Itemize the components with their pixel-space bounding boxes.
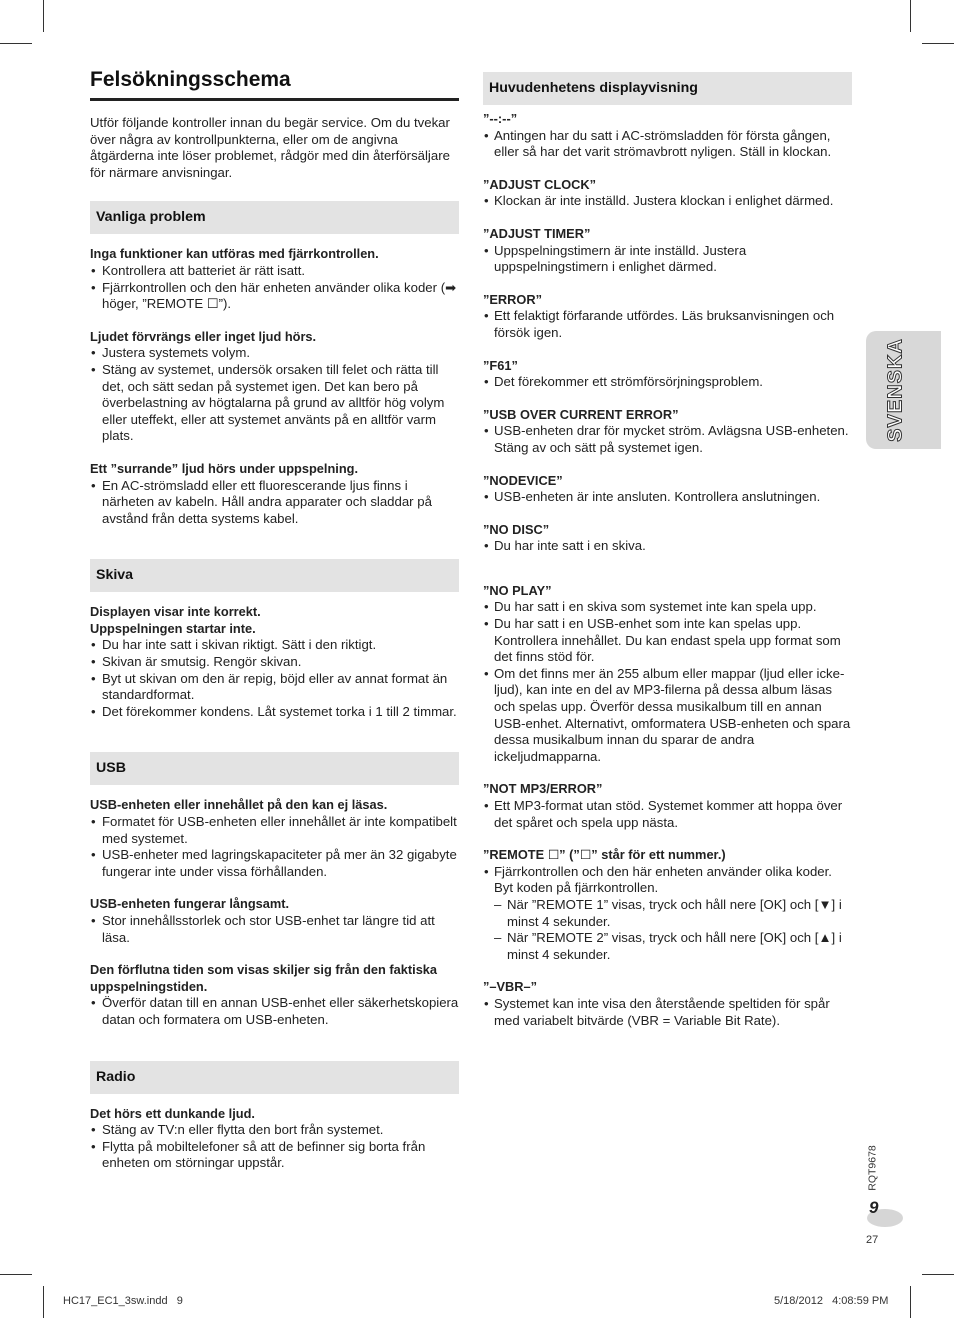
crop-mark: [910, 1286, 911, 1318]
list-item: • USB-enheten drar för mycket ström. Avlägsna USB-enheten. Stäng av och sätt på systemet igen.: [483, 423, 852, 456]
display-message: ”NODEVICE”: [483, 472, 563, 488]
problem-heading: Inga funktioner kan utföras med fjärrkontrollen.: [90, 246, 379, 262]
list-item: • Det förekommer kondens. Låt systemet torka i 1 till 2 timmar.: [90, 704, 459, 721]
list-item: • Klockan är inte inställd. Justera klockan i enlighet därmed.: [483, 193, 852, 210]
list-item-text: Fjärrkontrollen och den här enheten använder olika koder. Byt koden på fjärrkontrollen.: [494, 863, 832, 896]
problem-heading: Ett ”surrande” ljud hörs under uppspelning.: [90, 460, 359, 476]
list-item: • Ett MP3-format utan stöd. Systemet kommer att hoppa över det spåret och spela upp nästa.: [483, 798, 852, 831]
crop-mark: [43, 0, 44, 32]
list-item: • En AC-strömsladd eller ett fluorescerande ljus finns i närheten av kabeln. Håll andra apparater och sladdar på avstånd från detta systems kabel.: [90, 478, 459, 528]
page-number: 9: [869, 1198, 879, 1217]
bullet-list: [483, 308, 852, 341]
list-item: • Du har inte satt i skivan riktigt. Sätt i den riktigt.: [90, 637, 459, 654]
display-message: ”ADJUST CLOCK”: [483, 176, 597, 192]
problem-block: [90, 246, 459, 312]
right-column: [483, 72, 852, 1029]
bullet-list: [483, 423, 852, 456]
display-message-block: [483, 781, 852, 831]
section-heading-vanliga-problem: Vanliga problem: [90, 201, 459, 234]
bullet-list: [483, 798, 852, 831]
bullet-list: [483, 128, 852, 161]
list-item: • Formatet för USB-enheten eller innehållet är inte kompatibelt med systemet.: [90, 814, 459, 847]
list-item: [483, 864, 852, 964]
bullet-list: [90, 913, 459, 946]
bullet-list: [90, 478, 459, 528]
list-item: • Du har inte satt i en skiva.: [483, 538, 852, 555]
language-tab: [866, 331, 941, 449]
crop-mark: [0, 1274, 32, 1275]
problem-block: [90, 461, 459, 527]
intro-text: Utför följande kontroller innan du begär service. Om du tvekar över några av kontrollpunkterna, eller om de angivna åtgärderna inte löser problemet, rådgör med din återförsäljare för närmare anvisningar.: [90, 115, 450, 180]
bullet-list: [483, 374, 852, 391]
list-item: • Antingen har du satt i AC-strömsladden för första gången, eller så har det varit strömavbrott nyligen. Ställ in klockan.: [483, 128, 852, 161]
language-label: SVENSKA: [884, 338, 907, 442]
list-item: • Kontrollera att batteriet är rätt isatt.: [90, 263, 459, 280]
document-code: RQT9678: [866, 1145, 879, 1191]
display-message-block: [483, 473, 852, 506]
bullet-list: [483, 489, 852, 506]
display-message-block: [483, 847, 852, 963]
problem-heading: Displayen visar inte korrekt.: [90, 604, 261, 620]
page-title: Felsökningsschema: [90, 66, 459, 101]
problem-heading: USB-enheten fungerar långsamt.: [90, 896, 290, 912]
display-message: ”--:--”: [483, 111, 518, 126]
footer-filename: HC17_EC1_3sw.indd 9: [63, 1295, 183, 1307]
display-message: ”ADJUST TIMER”: [483, 225, 591, 241]
bullet-list: [483, 193, 852, 210]
list-item: • Överför datan till en annan USB-enhet eller säkerhetskopiera datan och formatera om USB-enheten.: [90, 995, 459, 1028]
display-message-block: [483, 226, 852, 276]
list-item: • Ett felaktigt förfarande utfördes. Läs bruksanvisningen och försök igen.: [483, 308, 852, 341]
problem-block: [90, 604, 459, 720]
display-message: ”NOT MP3/ERROR”: [483, 781, 603, 797]
list-item: • Stor innehållsstorlek och stor USB-enhet tar längre tid att läsa.: [90, 913, 459, 946]
section-heading-display: Huvudenhetens displayvisning: [483, 72, 852, 105]
list-item: • Flytta på mobiltelefoner så att de befinner sig borta från enheten om störningar uppstår.: [90, 1139, 459, 1172]
problem-heading: Uppspelningen startar inte.: [90, 620, 256, 636]
problem-heading: Ljudet förvrängs eller inget ljud hörs.: [90, 328, 317, 344]
list-item: • Skivan är smutsig. Rengör skivan.: [90, 654, 459, 671]
display-message-block: [483, 358, 852, 391]
bullet-list: [483, 599, 852, 765]
display-message-block: [483, 292, 852, 342]
bullet-list: [90, 814, 459, 880]
crop-mark: [0, 43, 32, 44]
section-heading-radio: Radio: [90, 1061, 459, 1094]
bullet-list: [90, 637, 459, 720]
display-message: ”F61”: [483, 357, 518, 373]
bullet-list: [483, 243, 852, 276]
list-item: • USB-enheten är inte ansluten. Kontrollera anslutningen.: [483, 489, 852, 506]
bullet-list: [90, 345, 459, 445]
bullet-list: [483, 864, 852, 964]
list-item: • Uppspelningstimern är inte inställd. Justera uppspelningstimern i enlighet därmed.: [483, 243, 852, 276]
list-item: • Om det finns mer än 255 album eller mappar (ljud eller icke-ljud), kan inte en del av MP3-filerna på dessa album läsas och spelas upp. Överför dessa musikalbum till en annan USB-enhet. Alternativt, omformatera USB-enheten och spara dessa musikalbum innan du sparar de andra ickeljudmapparna.: [483, 666, 852, 766]
bullet-list: [483, 538, 852, 555]
display-message: ”NO PLAY”: [483, 582, 552, 598]
problem-heading: Det hörs ett dunkande ljud.: [90, 1105, 255, 1121]
list-item: • Du har satt i en USB-enhet som inte kan spelas upp. Kontrollera innehållet. Du kan endast spela upp format som det finns stöd för.: [483, 616, 852, 666]
problem-block: [90, 962, 459, 1028]
crop-mark: [910, 0, 911, 32]
display-message: ”NO DISC”: [483, 521, 550, 537]
display-message-block: [483, 407, 852, 457]
bullet-list: [90, 1122, 459, 1172]
bullet-list: [90, 995, 459, 1028]
section-heading-skiva: Skiva: [90, 559, 459, 592]
display-message-block: [483, 177, 852, 210]
problem-block: [90, 1106, 459, 1172]
display-message-block: [483, 979, 852, 1029]
problem-heading: Den förflutna tiden som visas skiljer sig från den faktiska uppspelningstiden.: [90, 962, 438, 994]
display-message: ”–VBR–”: [483, 979, 538, 995]
crop-mark: [922, 1274, 954, 1275]
display-message: ”REMOTE ☐” (”☐” står för ett nummer.): [483, 847, 726, 863]
crop-mark: [43, 1286, 44, 1318]
list-item: • Systemet kan inte visa den återstående speltiden för spår med variabelt bitvärde (VBR = Variable Bit Rate).: [483, 996, 852, 1029]
list-item: • Stäng av TV:n eller flytta den bort från systemet.: [90, 1122, 459, 1139]
problem-block: [90, 329, 459, 445]
list-item: • Justera systemets volym.: [90, 345, 459, 362]
display-message-block: [483, 583, 852, 766]
left-column: [90, 66, 459, 1172]
bullet-list: [483, 996, 852, 1029]
footer-timestamp: 5/18/2012 4:08:59 PM: [774, 1295, 889, 1307]
problem-block: [90, 797, 459, 880]
section-heading-usb: USB: [90, 752, 459, 785]
sub-item: – När ”REMOTE 2” visas, tryck och håll nere [OK] och [▲] i minst 4 sekunder.: [494, 930, 852, 963]
bullet-list: [90, 263, 459, 313]
display-message: ”USB OVER CURRENT ERROR”: [483, 406, 679, 422]
sub-item: – När ”REMOTE 1” visas, tryck och håll nere [OK] och [▼] i minst 4 sekunder.: [494, 897, 852, 930]
list-item: • Det förekommer ett strömförsörjningsproblem.: [483, 374, 852, 391]
page-number-small: 27: [866, 1234, 879, 1246]
list-item: • Fjärrkontrollen och den här enheten använder olika koder (➡ höger, ”REMOTE ☐”).: [90, 280, 459, 313]
problem-block: [90, 896, 459, 946]
list-item: • Byt ut skivan om den är repig, böjd eller av annat format än standardformat.: [90, 671, 459, 704]
display-message: ”ERROR”: [483, 291, 543, 307]
problem-heading: USB-enheten eller innehållet på den kan ej läsas.: [90, 797, 388, 813]
crop-mark: [922, 43, 954, 44]
list-item: • USB-enheter med lagringskapaciteter på mer än 32 gigabyte fungerar inte under vissa förhållanden.: [90, 847, 459, 880]
display-message-block: [483, 111, 852, 161]
list-item: • Du har satt i en skiva som systemet inte kan spela upp.: [483, 599, 852, 616]
list-item: • Stäng av systemet, undersök orsaken till felet och rätta till det, och sätt sedan på systemet igen. Det kan bero på överbelastning av högtalarna på grund av alltför hög volym eller uteffekt, eller att systemet använts på en alltför varm plats.: [90, 362, 459, 445]
display-message-block: [483, 522, 852, 555]
